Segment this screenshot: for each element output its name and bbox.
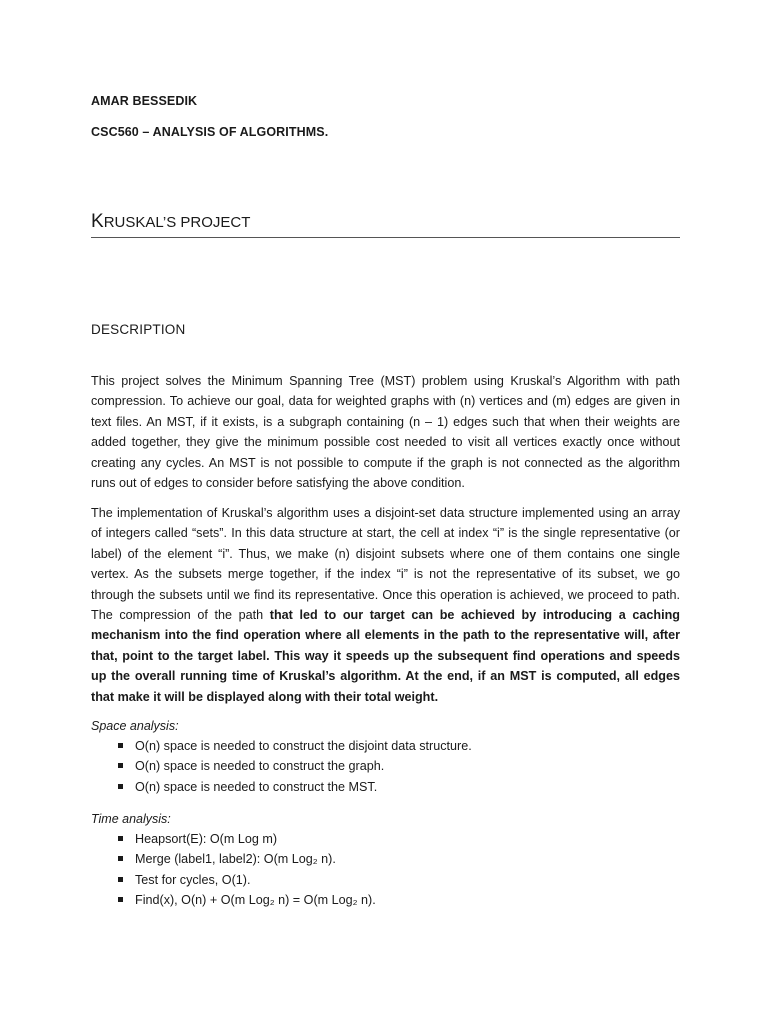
description-paragraph-1: This project solves the Minimum Spanning Tree (MST) problem using Kruskal’s Algorithm with path compression. To achieve our goal, data for weighted graphs with (n) vertices and (m) edges are given in text files. An MST, if it exists, is a subgraph containing (n – 1) edges such that when their weights are added together, they give the minimum possible cost needed to visit all vertices exactly once without creating any cycles. An MST is not possible to compute if the graph is not connected as the algorithm runs out of edges to consider before satisfying the above condition. (91, 374, 680, 491)
list-item-text: Test for cycles, O(1). (135, 872, 251, 887)
title-underline (91, 237, 680, 238)
list-item-text: Merge (label1, label2): O(m Log₂ n). (135, 852, 336, 867)
list-item (118, 777, 472, 797)
space-analysis-heading: Space analysis: (91, 719, 179, 733)
list-item-text: O(n) space is needed to construct the graph. (135, 759, 385, 774)
paragraph-2-normal-text: The implementation of Kruskal’s algorithm uses a disjoint-set data structure implemented using an array of integers called “sets”. In this data structure at start, the cell at index “i” is the single representative (or label) of the element “i”. Thus, we make (n) disjoint subsets where one of them contains one single vertex. As the subsets merge together, if the index “i” is not the representative of its subset, we go through the subsets until we find its representative. Once this operation is achieved, we proceed to path. The compression of the path (91, 506, 680, 623)
bullet-square-icon (118, 836, 123, 841)
bullet-square-icon (118, 897, 123, 902)
list-item-text: O(n) space is needed to construct the disjoint data structure. (135, 739, 472, 753)
bullet-square-icon (118, 743, 123, 748)
bullet-square-icon (118, 784, 123, 789)
time-analysis-list (118, 829, 376, 911)
description-paragraph-2 (91, 503, 680, 707)
list-item (118, 870, 376, 890)
document-title (91, 211, 250, 233)
list-item-text: Find(x), O(n) + O(m Log₂ n) = O(m Log₂ n). (135, 893, 376, 908)
bullet-square-icon (118, 856, 123, 861)
list-item (118, 756, 472, 776)
title-rest: RUSKAL’S PROJECT (103, 214, 251, 231)
list-item (118, 829, 376, 849)
course-title: CSC560 – ANALYSIS OF ALGORITHMS. (91, 125, 329, 139)
time-analysis-heading: Time analysis: (91, 812, 171, 826)
title-initial: K (91, 211, 104, 232)
list-item (118, 736, 472, 756)
paragraph-2-bold-text: that led to our target can be achieved by introducing a caching mechanism into the find operation where all elements in the path to the representative will, after that, point to the target label. This way it speeds up the subsequent find operations and speeds up the overall running time of Kruskal’s algorithm. At the end, if an MST is computed, all edges that make it will be displayed along with their total weight. (91, 608, 680, 704)
list-item-text: Heapsort(E): O(m Log m) (135, 832, 278, 846)
list-item (118, 849, 376, 869)
bullet-square-icon (118, 763, 123, 768)
list-item (118, 890, 376, 910)
description-heading: DESCRIPTION (91, 322, 186, 337)
list-item-text: O(n) space is needed to construct the MST. (135, 779, 378, 794)
author-name: AMAR BESSEDIK (91, 94, 198, 108)
space-analysis-list (118, 736, 472, 797)
bullet-square-icon (118, 877, 123, 882)
